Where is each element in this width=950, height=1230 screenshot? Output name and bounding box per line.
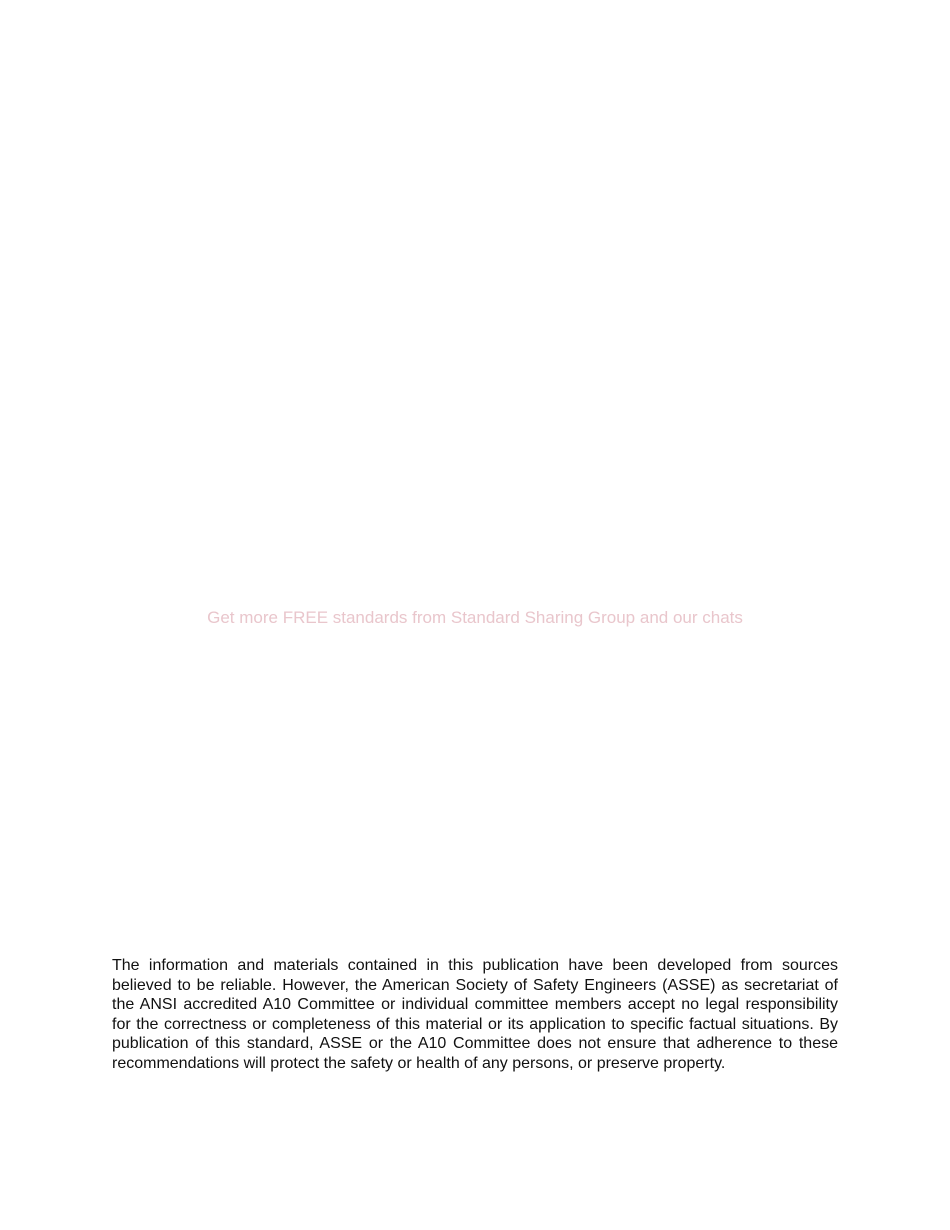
disclaimer-paragraph: The information and materials contained in this publication have been developed from sources believed to be reliable. However, the American Society of Safety Engineers (ASSE) as secretariat of the ANSI accredited A10 Committee or individual committee members accept no legal responsibility for the correctness or completeness of this material or its application to specific factual situations. By publication of this standard, ASSE or the A10 Committee does not ensure that adherence to these recommendations will protect the safety or health of any persons, or preserve property. [112,957,838,1072]
watermark-text: Get more FREE standards from Standard Sharing Group and our chats [207,608,743,627]
